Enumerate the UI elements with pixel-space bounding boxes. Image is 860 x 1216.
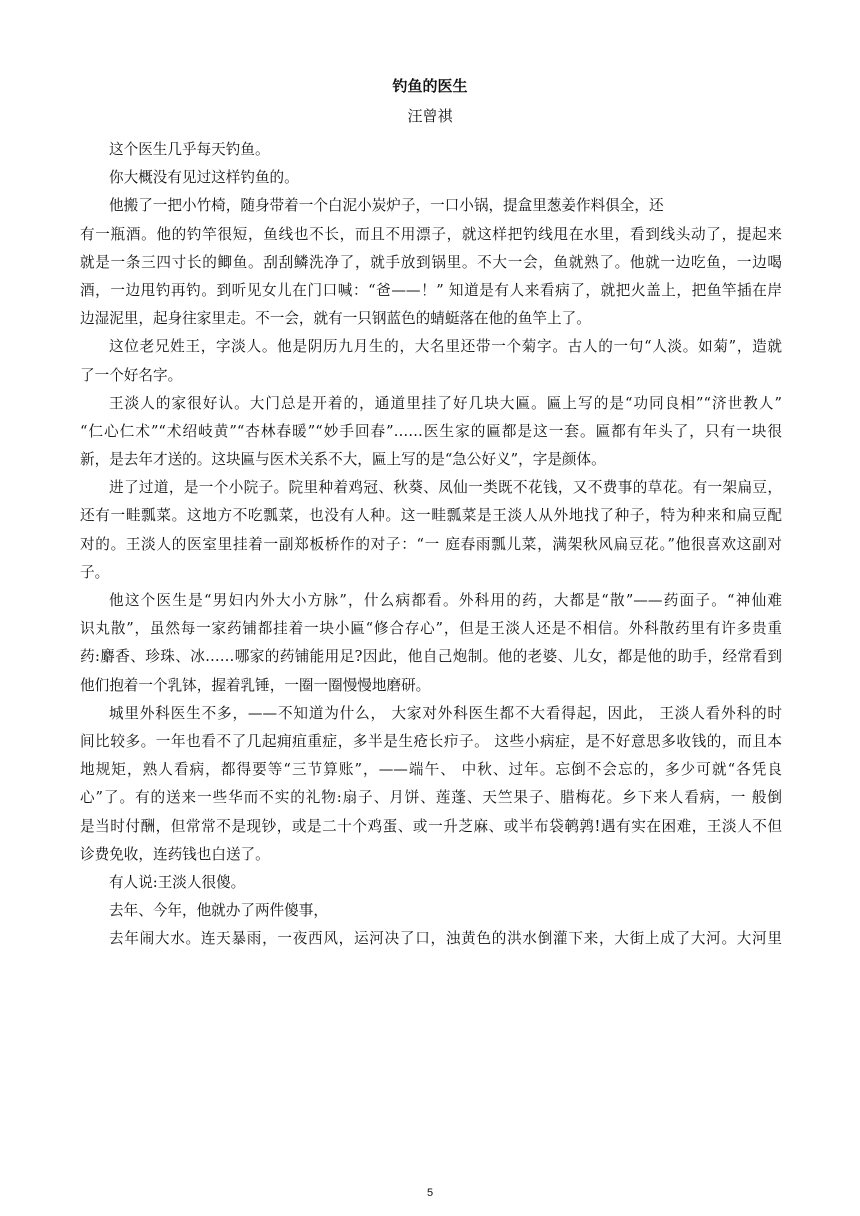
text-line: 间比较多。一年也看不了几起痈疽重症，多半是生疮长疖子。 这些小病症，是不好意思多收钱的，而且本 [80, 732, 782, 750]
article-title: 钓鱼的医生 [392, 77, 468, 95]
text-line: 了一个好名字。 [80, 366, 183, 384]
text-line: 他们抱着一个乳钵，握着乳锤，一圈一圈慢慢地磨研。 [80, 676, 431, 694]
text-line: 去年闹大水。连天暴雨，一夜西风，运河决了口，浊黄色的洪水倒灌下来，大街上成了大河。大河里 [109, 930, 782, 948]
text-line: 识丸散”，虽然每一家药铺都挂着一块小匾“修合存心”，但是王淡人还是不相信。外科散药里有许多贵重 [80, 620, 782, 638]
text-line: 诊费免收，连药钱也白送了。 [80, 845, 270, 863]
text-line: 有人说:王淡人很傻。 [109, 873, 246, 891]
text-line: 是当时付酬，但常常不是现钞，或是二十个鸡蛋、或一升芝麻、或半布袋鹌鹑!遇有实在困难，王淡人不但 [80, 817, 782, 835]
text-line: 你大概没有见过这样钓鱼的。 [109, 169, 299, 187]
text-line: 这个医生几乎每天钓鱼。 [109, 141, 270, 158]
text-line: 还有一畦瓢菜。这地方不吃瓢菜，也没有人种。这一畦瓢菜是王淡人从外地找了种子，特为种来和扁豆配 [80, 507, 782, 525]
text-line: 有一瓶酒。他的钓竿很短，鱼线也不长，而且不用漂子，就这样把钓线甩在水里，看到线头动了，提起来 [80, 225, 782, 243]
text-line: 他搬了一把小竹椅，随身带着一个白泥小炭炉子，一口小锅，提盒里葱姜作料俱全，还 [109, 197, 664, 215]
text-line: 王淡人的家很好认。大门总是开着的，通道里挂了好几块大匾。匾上写的是“功同良相”“济世教人” [109, 394, 782, 412]
page-number: 5 [426, 1187, 434, 1199]
text-line: 就是一条三四寸长的鲫鱼。刮刮鳞洗净了，就手放到锅里。不大一会，鱼就熟了。他就一边吃鱼，一边喝 [80, 253, 782, 271]
text-line: 地规矩，熟人看病，都得要等“三节算账”，——端午、 中秋、过年。忘倒不会忘的，多少可就“各凭良 [80, 761, 782, 779]
text-line: 边湿泥里，起身往家里走。不一会，就有一只钢蓝色的蜻蜓落在他的鱼竿上了。 [80, 310, 591, 328]
text-line: “仁心仁术”“术绍岐黄”“杏林春暖”“妙手回春”……医生家的匾都是这一套。匾都有年头了，只有一块很 [80, 422, 782, 440]
text-line: 对的。王淡人的医室里挂着一副郑板桥作的对子：“一 庭春雨瓢儿菜，满架秋风扁豆花。”他很喜欢这副对 [80, 535, 782, 553]
text-line: 他这个医生是“男妇内外大小方脉”，什么病都看。外科用的药，大都是“散”——药面子。“神仙难 [109, 592, 782, 609]
text-line: 进了过道，是一个小院子。院里种着鸡冠、秋葵、凤仙一类既不花钱，又不费事的草花。有一架扁豆， [109, 479, 782, 497]
text-line: 心”了。有的送来一些华而不实的礼物:扇子、月饼、莲蓬、天竺果子、腊梅花。乡下来人看病，一 般倒 [80, 789, 782, 807]
text-line: 去年、今年，他就办了两件傻事， [109, 902, 328, 920]
text-line: 酒，一边甩钓再钓。到听见女儿在门口喊：“爸——！” 知道是有人来看病了，就把火盖上，把鱼竿插在岸 [80, 281, 782, 299]
text-line: 这位老兄姓王，字淡人。他是阴历九月生的，大名里还带一个菊字。古人的一句“人淡。如菊”，造就 [109, 338, 782, 356]
text-line: 城里外科医生不多，——不知道为什么， 大家对外科医生都不大看得起，因此， 王淡人看外科的时 [109, 704, 782, 722]
text-line: 药:麝香、珍珠、冰……哪家的药铺能用足?因此，他自己炮制。他的老婆、儿女，都是他的助手，经常看到 [80, 648, 782, 666]
text-line: 子。 [80, 563, 110, 581]
article-author: 汪曾祺 [407, 107, 453, 125]
article-body [80, 137, 782, 954]
text-line: 新，是去年才送的。这块匾与医术关系不大，匾上写的是“急公好义”，字是颜体。 [80, 451, 606, 469]
